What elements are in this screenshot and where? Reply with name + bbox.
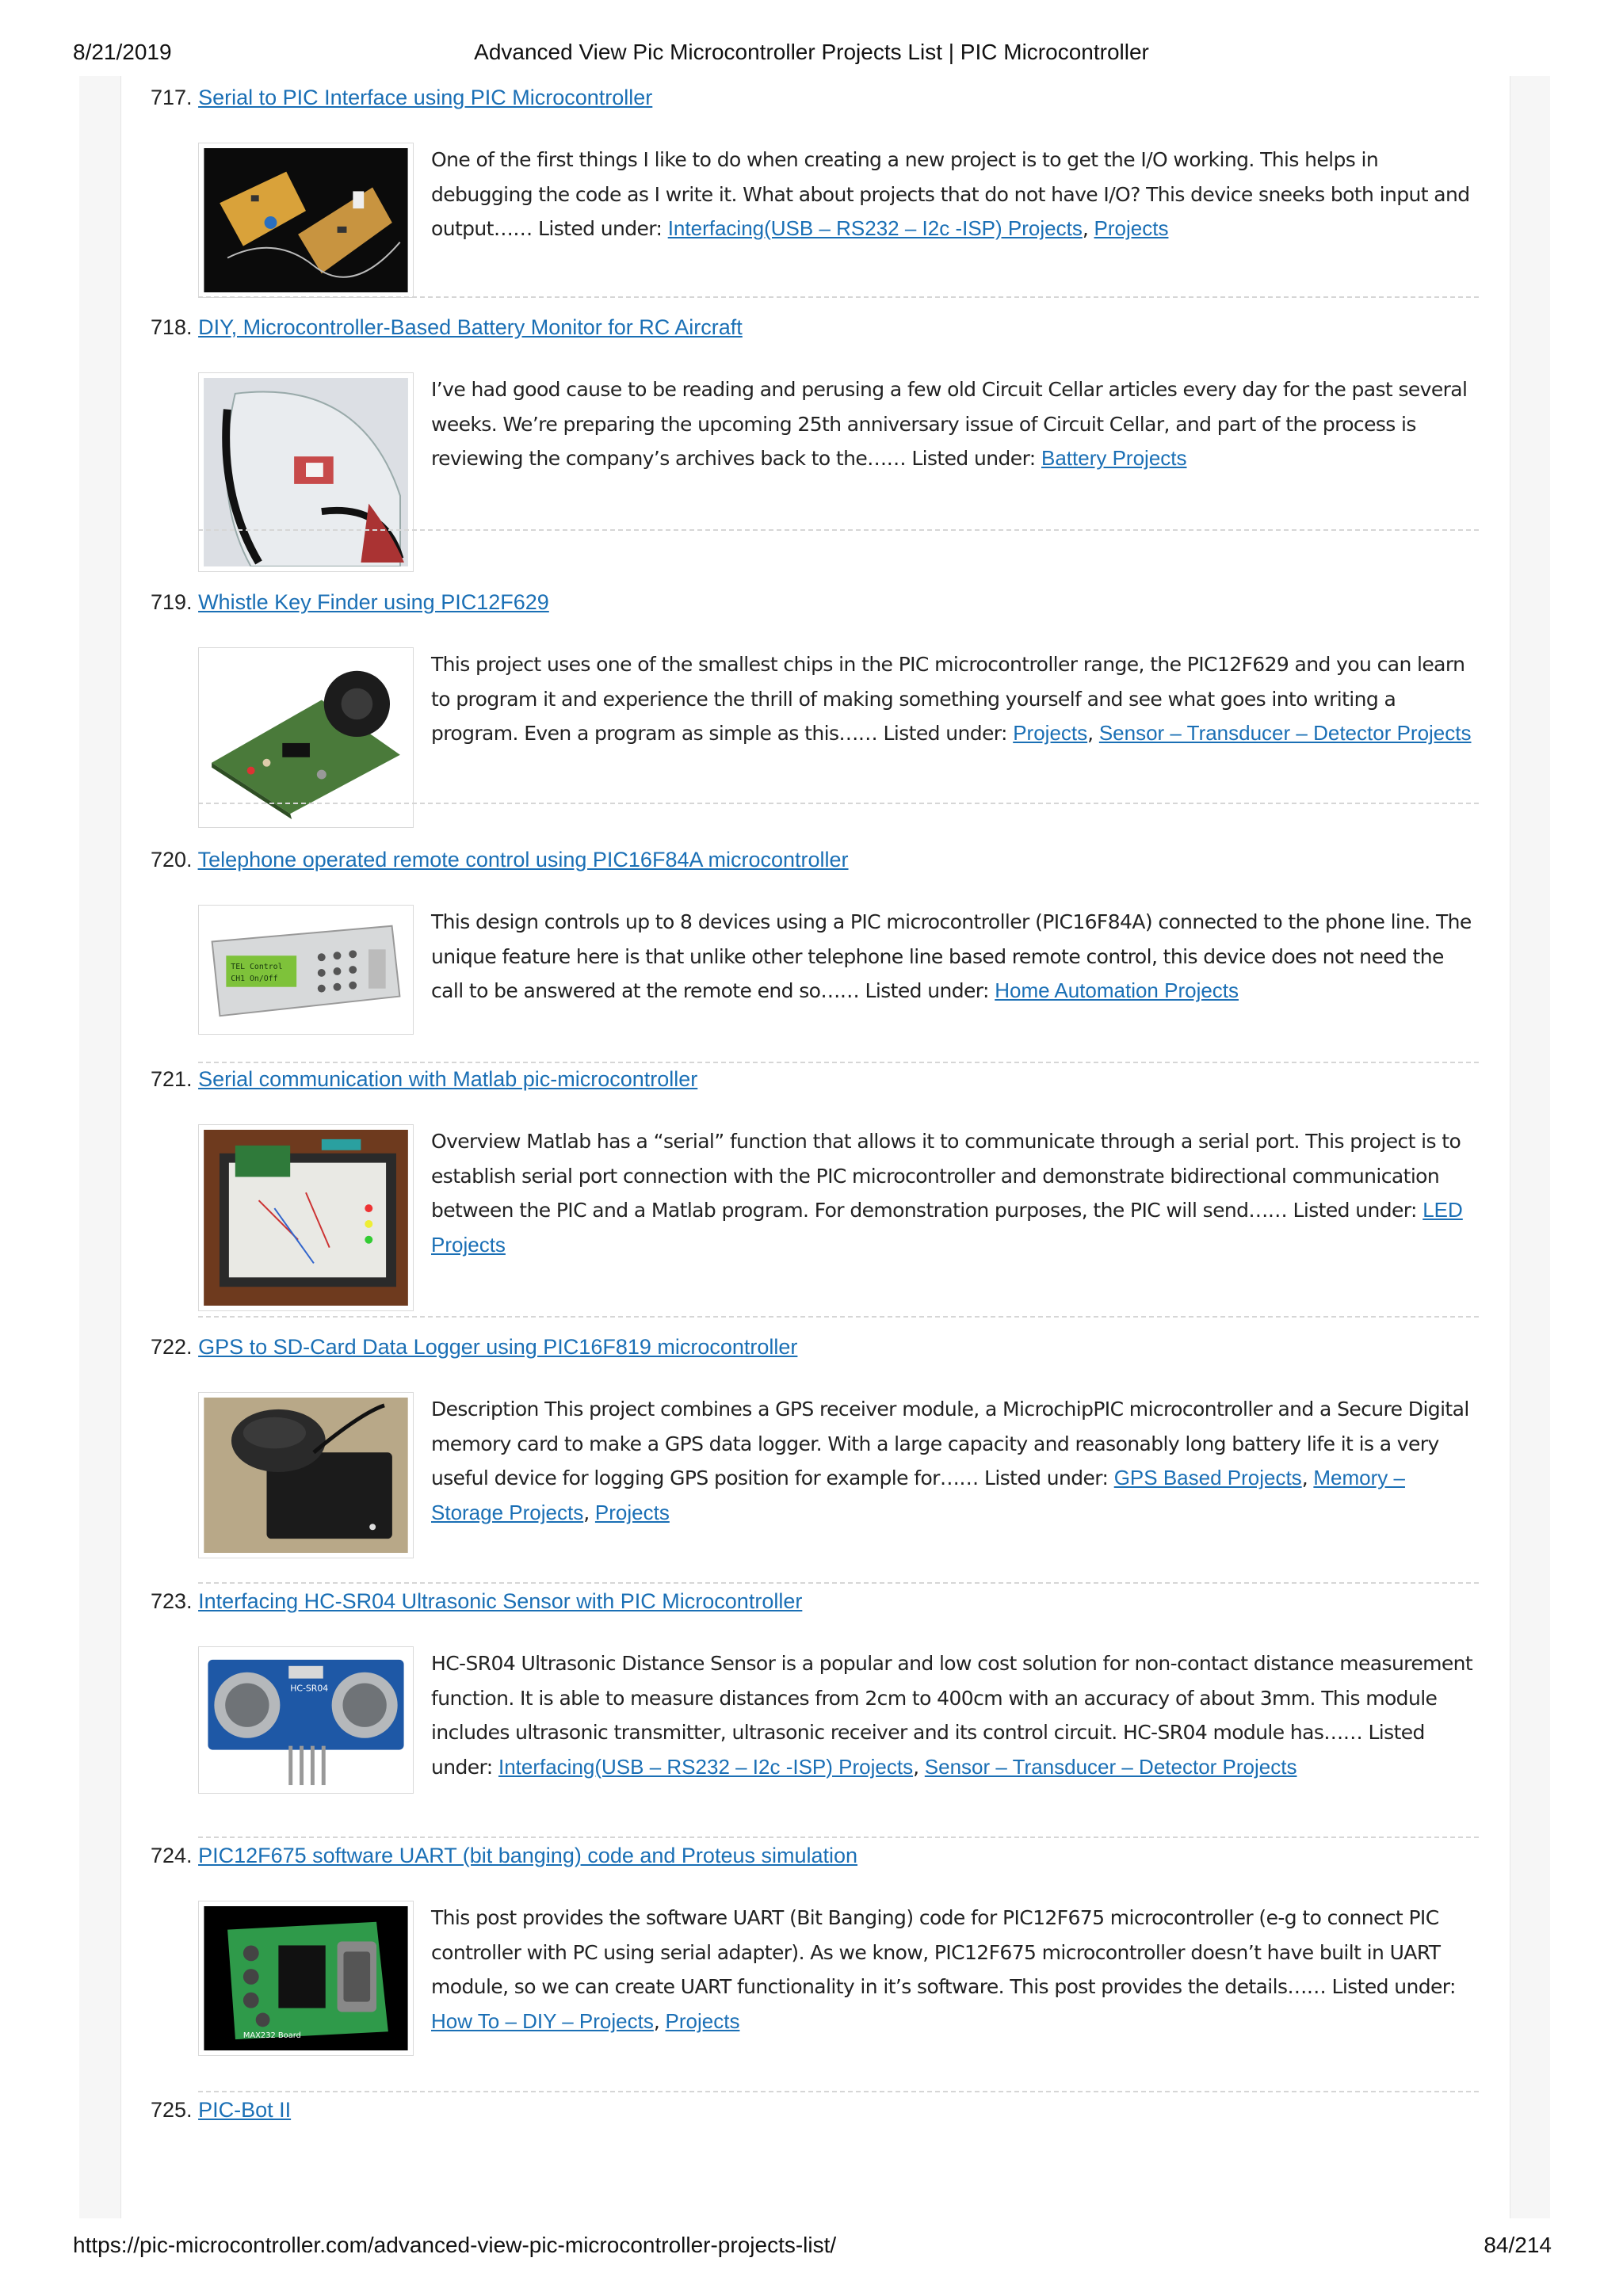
max232-board-image bbox=[204, 1906, 408, 2050]
entry-number: 723. bbox=[151, 1589, 193, 1613]
print-title: Advanced View Pic Microcontroller Projects List | PIC Microcontroller bbox=[474, 40, 1149, 64]
entry-heading bbox=[151, 315, 743, 347]
lcd-text-line2: CH1 On/Off bbox=[231, 974, 278, 983]
category-link[interactable]: Battery Projects bbox=[1041, 446, 1187, 470]
entry-number: 719. bbox=[151, 590, 193, 614]
entry-number: 722. bbox=[151, 1335, 193, 1359]
entry-title-link[interactable]: DIY, Microcontroller-Based Battery Monitor for RC Aircraft bbox=[198, 315, 743, 339]
entry-thumbnail[interactable] bbox=[198, 1901, 414, 2056]
gps-logger-image bbox=[204, 1398, 408, 1553]
entry-number: 721. bbox=[151, 1067, 193, 1091]
entry-heading bbox=[151, 2098, 291, 2130]
entry-description: HC-SR04 Ultrasonic Distance Sensor is a popular and low cost solution for non-contact distance measurement function. It is able to measure distances from 2cm to 400cm with an accuracy of about 3mm. This module includes ultrasonic transmitter, ultrasonic receiver and its control circuit. HC-SR04 module has…… Listed under: Interfacing(USB – RS232 – I2c -ISP) Projects, Sensor – Transducer – Detector Projects bbox=[431, 1652, 1473, 1779]
listed-under-label: Listed under: bbox=[538, 217, 663, 240]
entry-number: 717. bbox=[151, 86, 193, 109]
entry-number: 725. bbox=[151, 2098, 193, 2122]
key-finder-board-image bbox=[204, 653, 408, 822]
description-text: Description This project combines a GPS receiver module, a MicrochipPIC microcontroller and a Secure Digital memory card to make a GPS data logger. With a large capacity and reasonably long battery life it is a very useful device for logging GPS position for example for…… bbox=[431, 1398, 1469, 1489]
category-link[interactable]: Interfacing(USB – RS232 – I2c -ISP) Projects bbox=[667, 216, 1083, 240]
description-text: This project uses one of the smallest chips in the PIC microcontroller range, the PIC12F629 and you can learn to program it and experience the thrill of making something yourself and see what goes into writing a program. Even a program as simple as this…… bbox=[431, 653, 1465, 745]
board-label: MAX232 Board bbox=[242, 2031, 301, 2041]
entry-separator bbox=[198, 529, 1479, 531]
entry-title-link[interactable]: Whistle Key Finder using PIC12F629 bbox=[198, 590, 549, 614]
entry-number: 720. bbox=[151, 848, 193, 871]
lcd-text-line1: TEL Control bbox=[231, 963, 283, 972]
entry-number: 724. bbox=[151, 1844, 193, 1867]
entry-separator bbox=[198, 296, 1479, 298]
category-link[interactable]: LED Projects bbox=[431, 1198, 1463, 1257]
listed-under-label: Listed under: bbox=[431, 1721, 1425, 1779]
entry-number: 718. bbox=[151, 315, 193, 339]
listed-under-label: Listed under: bbox=[865, 979, 989, 1002]
entry-heading bbox=[151, 1589, 802, 1621]
category-link[interactable]: Projects bbox=[594, 1500, 670, 1524]
entry-title-link[interactable]: Serial communication with Matlab pic-microcontroller bbox=[198, 1067, 698, 1091]
entry-separator bbox=[198, 2091, 1479, 2092]
category-link[interactable]: Projects bbox=[665, 2008, 740, 2033]
category-link[interactable]: GPS Based Projects bbox=[1113, 1466, 1302, 1489]
print-footer bbox=[0, 2233, 1623, 2264]
entry-heading bbox=[151, 1335, 797, 1367]
print-date: 8/21/2019 bbox=[73, 40, 172, 64]
entry-thumbnail[interactable] bbox=[198, 1124, 414, 1311]
sensor-label: HC-SR04 bbox=[290, 1683, 329, 1694]
listed-under-label: Listed under: bbox=[984, 1466, 1109, 1489]
entry-thumbnail[interactable] bbox=[198, 647, 414, 828]
entry-heading bbox=[151, 848, 849, 879]
entry-thumbnail[interactable] bbox=[198, 372, 414, 572]
entry-title-link[interactable]: Serial to PIC Interface using PIC Microcontroller bbox=[198, 86, 653, 109]
category-link[interactable]: Memory – Storage Projects bbox=[431, 1466, 1405, 1524]
entry-separator bbox=[198, 1316, 1479, 1318]
description-text: One of the first things I like to do when creating a new project is to get the I/O working. This helps in debugging the code as I write it. What about projects that do not have I/O? This device sneeks both input and output…… bbox=[431, 148, 1470, 240]
description-text: This design controls up to 8 devices using a PIC microcontroller (PIC16F84A) connected to the phone line. The unique feature here is that unlike other telephone line based remote control, this device does not need the call to be answered at the remote end so…… bbox=[431, 910, 1472, 1002]
entry-separator bbox=[198, 1062, 1479, 1063]
category-link[interactable]: Projects bbox=[1013, 721, 1088, 745]
rc-aircraft-image bbox=[204, 378, 408, 566]
category-link[interactable]: Sensor – Transducer – Detector Projects bbox=[1098, 721, 1472, 745]
entry-separator bbox=[198, 1582, 1479, 1584]
entry-description bbox=[431, 905, 1477, 1009]
entry-title-link[interactable]: PIC12F675 software UART (bit banging) code and Proteus simulation bbox=[198, 1844, 858, 1867]
print-url: https://pic-microcontroller.com/advanced-view-pic-microcontroller-projects-list/ bbox=[73, 2233, 837, 2257]
listed-under-label: Listed under: bbox=[1331, 1975, 1456, 1998]
category-link[interactable]: Sensor – Transducer – Detector Projects bbox=[924, 1754, 1297, 1779]
description-text: Overview Matlab has a “serial” function that allows it to communicate through a serial port. This project is to establish serial port connection with the PIC microcontroller and demonstrate bidirectional communication between the PIC and a Matlab program. For demonstration purposes, the PIC will send…… bbox=[431, 1130, 1461, 1222]
entry-heading bbox=[151, 1067, 697, 1099]
telephone-controller-image bbox=[204, 910, 408, 1029]
entry-separator bbox=[198, 803, 1479, 804]
listed-under-label: Listed under: bbox=[883, 722, 1007, 745]
entry-description: This project uses one of the smallest chips in the PIC microcontroller range, the PIC12F629 and you can learn to program it and experience the thrill of making something yourself and see what goes into writing a program. Even a program as simple as this…… Listed under: Projects, Sensor – Transducer – Detector Projects bbox=[431, 653, 1472, 745]
entry-description: Description This project combines a GPS receiver module, a MicrochipPIC microcontroller and a Secure Digital memory card to make a GPS data logger. With a large capacity and reasonably long battery life it is a very useful device for logging GPS position for example for…… Listed under: GPS Based Projects, Memory – Storage Projects, Projects bbox=[431, 1398, 1469, 1524]
description-text: HC-SR04 Ultrasonic Distance Sensor is a popular and low cost solution for non-contact distance measurement function. It is able to measure distances from 2cm to 400cm with an accuracy of about 3mm. This module includes ultrasonic transmitter, ultrasonic receiver and its control circuit. HC-SR04 module has…… bbox=[431, 1652, 1473, 1744]
entry-description bbox=[431, 1124, 1477, 1262]
description-text: I’ve had good cause to be reading and perusing a few old Circuit Cellar articles every day for the past several weeks. We’re preparing the upcoming 25th anniversary issue of Circuit Cellar, and part of the process is reviewing the company’s archives back to the…… bbox=[431, 378, 1468, 470]
entry-thumbnail[interactable] bbox=[198, 1646, 414, 1794]
entry-title-link[interactable]: Telephone operated remote control using PIC16F84A microcontroller bbox=[197, 848, 849, 871]
entry-thumbnail[interactable] bbox=[198, 1392, 414, 1558]
entry-description: One of the first things I like to do when creating a new project is to get the I/O working. This helps in debugging the code as I write it. What about projects that do not have I/O? This device sneeks both input and output…… Listed under: Interfacing(USB – RS232 – I2c -ISP) Projects, Projects bbox=[431, 148, 1470, 240]
entry-title-link[interactable]: Interfacing HC-SR04 Ultrasonic Sensor with PIC Microcontroller bbox=[198, 1589, 803, 1613]
entry-heading bbox=[151, 1844, 857, 1875]
listed-under-label: Listed under: bbox=[1293, 1199, 1417, 1222]
category-link[interactable]: Home Automation Projects bbox=[995, 978, 1239, 1002]
category-link[interactable]: Interfacing(USB – RS232 – I2c -ISP) Projects bbox=[498, 1754, 914, 1779]
category-link[interactable]: Projects bbox=[1094, 216, 1169, 240]
entry-title-link[interactable]: GPS to SD-Card Data Logger using PIC16F819 microcontroller bbox=[198, 1335, 798, 1359]
description-text: This post provides the software UART (Bit Banging) code for PIC12F675 microcontroller (e-g to connect PIC controller with PC using serial adapter). As we know, PIC12F675 microcontroller doesn’t have built in UART module, so we can create UART functionality in it’s software. This post provides the details…… bbox=[431, 1906, 1441, 1998]
breadboard-image bbox=[204, 1130, 408, 1306]
print-header bbox=[0, 40, 1623, 71]
entry-description bbox=[431, 372, 1477, 476]
entry-thumbnail[interactable] bbox=[198, 905, 414, 1035]
ultrasonic-sensor-image bbox=[204, 1652, 408, 1788]
entry-title-link[interactable]: PIC-Bot II bbox=[198, 2098, 292, 2122]
entry-heading bbox=[151, 590, 549, 622]
listed-under-label: Listed under: bbox=[911, 447, 1036, 470]
category-link[interactable]: How To – DIY – Projects bbox=[431, 2008, 654, 2033]
page-number: 84/214 bbox=[1484, 2233, 1552, 2257]
entry-separator bbox=[198, 1836, 1479, 1838]
pcb-boards-image bbox=[204, 148, 408, 292]
entry-thumbnail[interactable] bbox=[198, 143, 414, 298]
entry-heading bbox=[151, 86, 652, 117]
entry-description: This post provides the software UART (Bit Banging) code for PIC12F675 microcontroller (e-g to connect PIC controller with PC using serial adapter). As we know, PIC12F675 microcontroller doesn’t have built in UART module, so we can create UART functionality in it’s software. This post provides the details…… Listed under: How To – DIY – Projects, Projects bbox=[431, 1906, 1456, 2033]
